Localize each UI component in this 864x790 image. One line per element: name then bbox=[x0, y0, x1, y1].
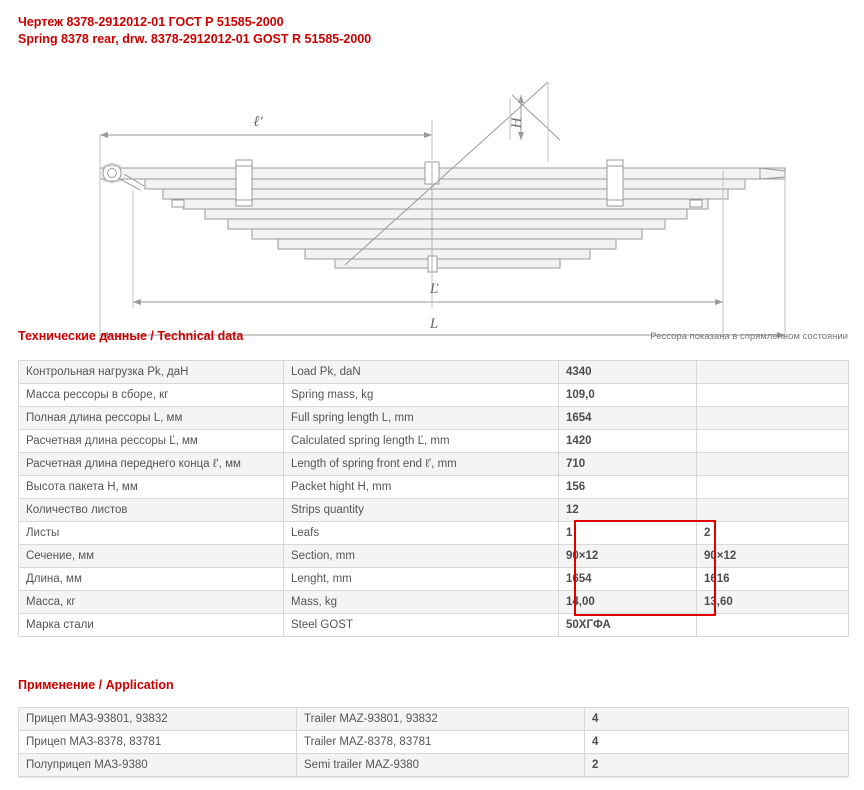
row-value-2 bbox=[697, 453, 849, 476]
table-row bbox=[19, 754, 849, 777]
leaf-1-header: 1 bbox=[559, 522, 697, 545]
dimension-label-full-length: L bbox=[429, 316, 439, 332]
row-value-2 bbox=[697, 361, 849, 384]
application-label-ru: Полуприцеп МАЗ-9380 bbox=[19, 754, 297, 777]
application-label-ru: Прицеп МАЗ-93801, 93832 bbox=[19, 708, 297, 731]
row-value-1: 1654 bbox=[559, 568, 697, 591]
row-value-2: 90×12 bbox=[697, 545, 849, 568]
table-row bbox=[19, 453, 849, 476]
row-value-2 bbox=[697, 384, 849, 407]
table-row bbox=[19, 476, 849, 499]
table-row bbox=[19, 407, 849, 430]
row-label-ru: Марка стали bbox=[19, 614, 284, 637]
row-label-ru: Контрольная нагрузка Pk, даН bbox=[19, 361, 284, 384]
row-value-2 bbox=[697, 476, 849, 499]
row-value-1: 50ХГФА bbox=[559, 614, 697, 637]
row-value-2 bbox=[697, 407, 849, 430]
spring-drawing bbox=[0, 40, 864, 332]
application-label-en: Trailer MAZ-93801, 93832 bbox=[297, 708, 585, 731]
table-row bbox=[19, 591, 849, 614]
table-row bbox=[19, 499, 849, 522]
table-row bbox=[19, 430, 849, 453]
row-value-2 bbox=[697, 499, 849, 522]
application-label-en: Trailer MAZ-8378, 83781 bbox=[297, 731, 585, 754]
row-label-en: Section, mm bbox=[284, 545, 559, 568]
technical-data-table bbox=[18, 360, 849, 637]
row-label-en: Mass, kg bbox=[284, 591, 559, 614]
application-quantity: 4 bbox=[585, 731, 849, 754]
dimension-label-calc-length: Ľ bbox=[429, 281, 439, 297]
row-label-en: Length of spring front end ℓ', mm bbox=[284, 453, 559, 476]
application-heading: Применение / Application bbox=[18, 678, 174, 692]
row-value-2: 1616 bbox=[697, 568, 849, 591]
row-value-1: 4340 bbox=[559, 361, 697, 384]
application-quantity: 2 bbox=[585, 754, 849, 777]
row-label-ru: Длина, мм bbox=[19, 568, 284, 591]
row-label-ru: Масса рессоры в сборе, кг bbox=[19, 384, 284, 407]
row-label-en: Full spring length L, mm bbox=[284, 407, 559, 430]
row-label-en: Leafs bbox=[284, 522, 559, 545]
row-label-ru: Количество листов bbox=[19, 499, 284, 522]
title-russian: Чертеж 8378-2912012-01 ГОСТ Р 51585-2000 bbox=[18, 15, 284, 29]
bottom-divider bbox=[18, 777, 848, 778]
leaf-2-header: 2 bbox=[697, 522, 849, 545]
dimension-label-height: H bbox=[509, 117, 525, 129]
application-table bbox=[18, 707, 849, 777]
table-row bbox=[19, 731, 849, 754]
row-value-1: 1654 bbox=[559, 407, 697, 430]
row-label-en: Packet hight H, mm bbox=[284, 476, 559, 499]
row-value-1: 1420 bbox=[559, 430, 697, 453]
row-label-en: Load Pk, daN bbox=[284, 361, 559, 384]
table-row bbox=[19, 545, 849, 568]
row-value-1: 12 bbox=[559, 499, 697, 522]
table-row bbox=[19, 568, 849, 591]
row-value-1: 156 bbox=[559, 476, 697, 499]
row-value-1: 710 bbox=[559, 453, 697, 476]
dimension-label-front-end: ℓ' bbox=[253, 114, 263, 130]
title-english: Spring 8378 rear, drw. 8378-2912012-01 GOST R 51585-2000 bbox=[18, 32, 372, 46]
row-label-en: Lenght, mm bbox=[284, 568, 559, 591]
row-value-1: 90×12 bbox=[559, 545, 697, 568]
row-value-2 bbox=[697, 614, 849, 637]
row-value-2: 13,60 bbox=[697, 591, 849, 614]
application-quantity: 4 bbox=[585, 708, 849, 731]
technical-data-heading: Технические данные / Technical data bbox=[18, 329, 244, 343]
row-label-en: Calculated spring length Ľ, mm bbox=[284, 430, 559, 453]
row-value-2 bbox=[697, 430, 849, 453]
table-row bbox=[19, 522, 849, 545]
row-label-en: Steel GOST bbox=[284, 614, 559, 637]
table-row bbox=[19, 361, 849, 384]
row-value-1: 109,0 bbox=[559, 384, 697, 407]
table-row bbox=[19, 708, 849, 731]
row-label-ru: Высота пакета H, мм bbox=[19, 476, 284, 499]
row-label-en: Spring mass, kg bbox=[284, 384, 559, 407]
table-row bbox=[19, 384, 849, 407]
row-label-ru: Расчетная длина переднего конца ℓ', мм bbox=[19, 453, 284, 476]
row-label-en: Strips quantity bbox=[284, 499, 559, 522]
row-label-ru: Полная длина рессоры L, мм bbox=[19, 407, 284, 430]
drawing-note: Рессора показана в спрямленном состоянии bbox=[650, 331, 848, 342]
application-label-ru: Прицеп МАЗ-8378, 83781 bbox=[19, 731, 297, 754]
row-label-ru: Сечение, мм bbox=[19, 545, 284, 568]
row-label-ru: Масса, кг bbox=[19, 591, 284, 614]
table-row bbox=[19, 614, 849, 637]
row-label-ru: Листы bbox=[19, 522, 284, 545]
row-value-1: 14,00 bbox=[559, 591, 697, 614]
row-label-ru: Расчетная длина рессоры Ľ, мм bbox=[19, 430, 284, 453]
application-label-en: Semi trailer MAZ-9380 bbox=[297, 754, 585, 777]
